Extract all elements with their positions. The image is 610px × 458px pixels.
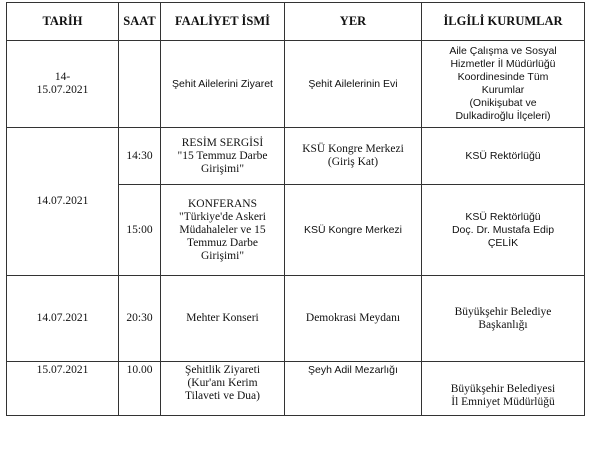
table-row [7, 276, 585, 362]
header-activity: FAALİYET İSMİ [161, 3, 285, 41]
cell-activity: KONFERANS "Türkiye'de Askeri Müdahaleler ve 15 Temmuz Darbe Girişimi" [161, 185, 285, 276]
cell-institutions: Aile Çalışma ve Sosyal Hizmetler İl Müdürlüğü Koordinesinde Tüm Kurumlar (Onikişubat ve Dulkadiroğlu İlçeleri) [422, 41, 585, 128]
cell-institutions: Büyükşehir Belediyesi İl Emniyet Müdürlüğü [422, 362, 585, 416]
header-time: SAAT [119, 3, 161, 41]
table-row [7, 41, 585, 128]
header-row [7, 3, 585, 41]
header-institutions: İLGİLİ KURUMLAR [422, 3, 585, 41]
cell-place: Şeyh Adil Mezarlığı [285, 362, 422, 416]
cell-time: 15:00 [119, 185, 161, 276]
cell-date: 15.07.2021 [7, 362, 119, 416]
cell-time [119, 41, 161, 128]
cell-date: 14.07.2021 [7, 128, 119, 276]
event-schedule-table [6, 2, 585, 416]
cell-date: 14.07.2021 [7, 276, 119, 362]
cell-place: KSÜ Kongre Merkezi [285, 185, 422, 276]
cell-date: 14- 15.07.2021 [7, 41, 119, 128]
cell-place: KSÜ Kongre Merkezi (Giriş Kat) [285, 128, 422, 185]
header-date: TARİH [7, 3, 119, 41]
cell-time: 14:30 [119, 128, 161, 185]
cell-place: Şehit Ailelerinin Evi [285, 41, 422, 128]
cell-activity: Şehitlik Ziyareti (Kur'anı Kerim Tilaveti ve Dua) [161, 362, 285, 416]
cell-activity: Mehter Konseri [161, 276, 285, 362]
cell-institutions: KSÜ Rektörlüğü Doç. Dr. Mustafa Edip ÇELİK [422, 185, 585, 276]
cell-institutions: Büyükşehir Belediye Başkanlığı [422, 276, 585, 362]
cell-activity: RESİM SERGİSİ "15 Temmuz Darbe Girişimi" [161, 128, 285, 185]
cell-time: 10.00 [119, 362, 161, 416]
cell-place: Demokrasi Meydanı [285, 276, 422, 362]
table-row [7, 128, 585, 185]
cell-time: 20:30 [119, 276, 161, 362]
header-place: YER [285, 3, 422, 41]
cell-activity: Şehit Ailelerini Ziyaret [161, 41, 285, 128]
cell-institutions: KSÜ Rektörlüğü [422, 128, 585, 185]
table-row [7, 362, 585, 416]
